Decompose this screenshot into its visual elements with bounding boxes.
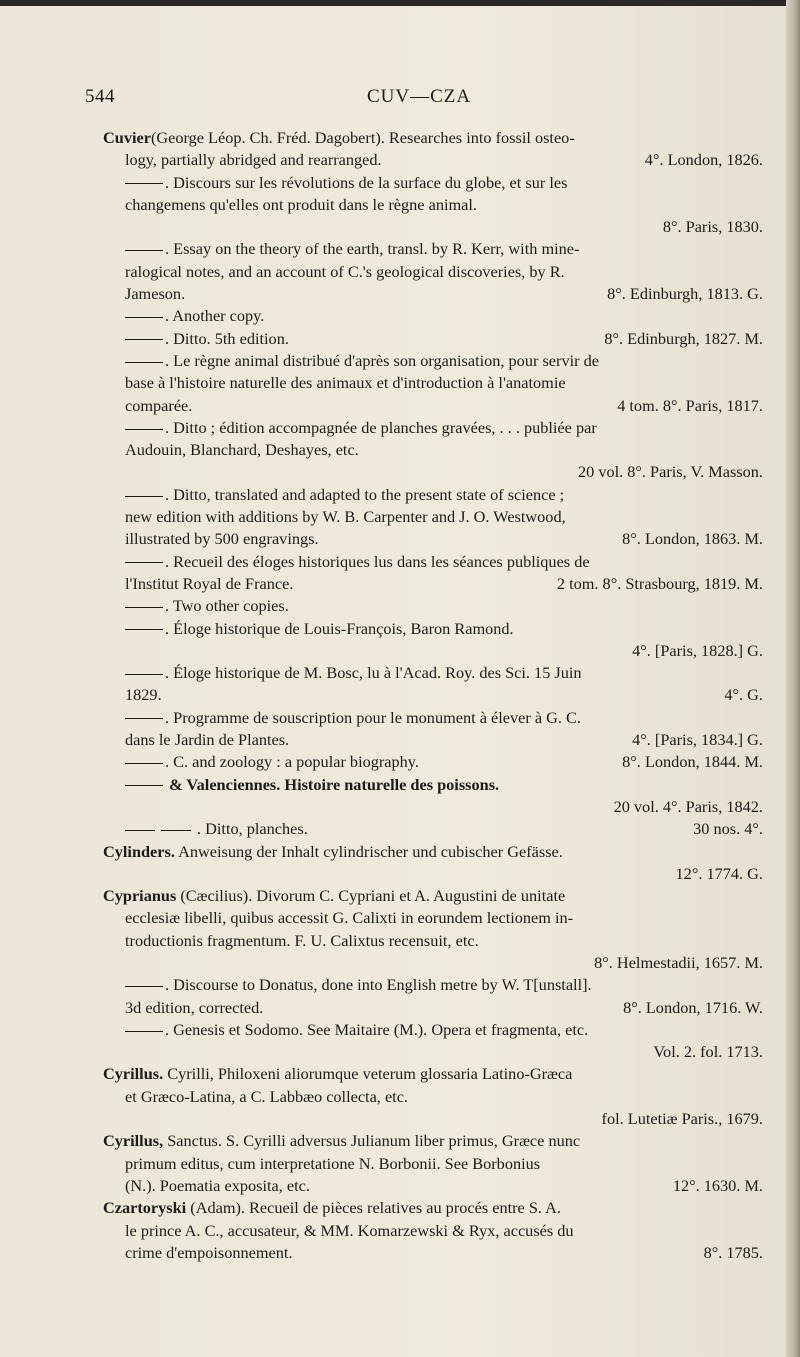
imprint: 4 tom. 8°. Paris, 1817. bbox=[617, 395, 763, 415]
catalogue-line bbox=[103, 194, 763, 216]
ditto-rule bbox=[125, 317, 163, 318]
catalogue-line bbox=[103, 618, 763, 640]
catalogue-line bbox=[103, 751, 763, 773]
entry-text: . Ditto ; édition accompagnée de planches gravées, . . . publiée par bbox=[165, 417, 597, 437]
entry-text: . C. and zoology : a popular biography. bbox=[165, 752, 419, 772]
entry-text: . Programme de souscription pour le monument à élever à G. C. bbox=[165, 707, 581, 727]
imprint: Vol. 2. fol. 1713. bbox=[653, 1042, 763, 1062]
entry-text: . Genesis et Sodomo. See Maitaire (M.). Opera et fragmenta, etc. bbox=[165, 1019, 589, 1039]
catalogue-line bbox=[103, 885, 763, 907]
imprint: 30 nos. 4°. bbox=[693, 819, 763, 839]
entry-text: & Valenciennes. Histoire naturelle des poissons. bbox=[165, 774, 500, 794]
entry-heading: Czartoryski bbox=[103, 1198, 187, 1218]
entry-text: logy, partially abridged and rearranged. bbox=[125, 150, 382, 170]
entry-text: changemens qu'elles ont produit dans le règne animal. bbox=[125, 194, 477, 214]
entry-text: dans le Jardin de Plantes. bbox=[125, 730, 290, 750]
entry-text: primum editus, cum interpretatione N. Borbonii. See Borbonius bbox=[125, 1153, 541, 1173]
catalogue-line bbox=[103, 707, 763, 729]
entry-text: le prince A. C., accusateur, & MM. Komarzewski & Ryx, accusés du bbox=[125, 1220, 574, 1240]
imprint: 4°. [Paris, 1834.] G. bbox=[632, 730, 763, 750]
entry-text: crime d'empoisonnement. bbox=[125, 1242, 293, 1262]
entry-text: et Græco-Latina, a C. Labbæo collecta, etc. bbox=[125, 1086, 408, 1106]
imprint: fol. Lutetiæ Paris., 1679. bbox=[601, 1109, 763, 1129]
catalogue-line bbox=[103, 863, 763, 885]
catalogue-line bbox=[103, 595, 763, 617]
catalogue-line bbox=[103, 395, 763, 417]
imprint: 8°. London, 1863. M. bbox=[622, 529, 763, 549]
entry-text: 1829. bbox=[125, 685, 162, 705]
entry-text: comparée. bbox=[125, 395, 193, 415]
entry-text: Audouin, Blanchard, Deshayes, etc. bbox=[125, 440, 359, 460]
catalogue-line bbox=[103, 216, 763, 238]
entry-text: . Ditto, planches. bbox=[197, 819, 308, 839]
catalogue-line bbox=[103, 1197, 763, 1219]
catalogue-line bbox=[103, 461, 763, 483]
entry-text: . Essay on the theory of the earth, transl. by R. Kerr, with mine- bbox=[165, 239, 580, 259]
entry-text: troductionis fragmentum. F. U. Calixtus recensuit, etc. bbox=[125, 930, 479, 950]
catalogue-line bbox=[103, 1220, 763, 1242]
entry-text: (George Léop. Ch. Fréd. Dagobert). Researches into fossil osteo- bbox=[150, 128, 575, 147]
entry-text: Jameson. bbox=[125, 284, 186, 304]
catalogue-line bbox=[103, 974, 763, 996]
ditto-rule bbox=[125, 607, 163, 608]
catalogue-line bbox=[103, 1063, 763, 1085]
catalogue-line bbox=[103, 172, 763, 194]
imprint: 20 vol. 4°. Paris, 1842. bbox=[613, 796, 763, 816]
catalogue-line bbox=[103, 149, 763, 171]
catalogue-line bbox=[103, 1242, 763, 1264]
entry-text: . Two other copies. bbox=[165, 596, 289, 616]
catalogue-line bbox=[103, 952, 763, 974]
page-number: 544 bbox=[85, 86, 115, 107]
catalogue-line bbox=[103, 818, 763, 840]
ditto-rule bbox=[161, 830, 191, 831]
imprint: 4°. [Paris, 1828.] G. bbox=[632, 640, 763, 660]
catalogue-line bbox=[103, 1130, 763, 1152]
catalogue-line bbox=[103, 350, 763, 372]
catalogue-line bbox=[103, 1086, 763, 1108]
entry-text: Anweisung der Inhalt cylindrischer und cubischer Gefässe. bbox=[174, 841, 563, 861]
imprint: 2 tom. 8°. Strasbourg, 1819. M. bbox=[556, 573, 763, 593]
catalogue-line bbox=[103, 729, 763, 751]
entry-text: . Éloge historique de M. Bosc, lu à l'Acad. Roy. des Sci. 15 Juin bbox=[165, 663, 582, 683]
page-edge bbox=[786, 0, 800, 1357]
entry-text: . Le règne animal distribué d'après son organisation, pour servir de bbox=[165, 350, 599, 370]
catalogue-line bbox=[103, 774, 763, 796]
catalogue-line bbox=[103, 573, 763, 595]
imprint: 8°. Helmestadii, 1657. M. bbox=[594, 952, 763, 972]
catalogue-line bbox=[103, 551, 763, 573]
imprint: 8°. London, 1844. M. bbox=[622, 752, 763, 772]
ditto-rule bbox=[125, 429, 163, 430]
ditto-rule bbox=[125, 496, 163, 497]
ditto-rule bbox=[125, 629, 163, 630]
ditto-rule bbox=[125, 986, 163, 987]
catalogue-line bbox=[103, 841, 763, 863]
imprint: 8°. Edinburgh, 1813. G. bbox=[607, 284, 763, 304]
ditto-rule bbox=[125, 674, 163, 675]
entry-text: ecclesiæ libelli, quibus accessit G. Calixti in eorundem lectionem in- bbox=[125, 908, 574, 928]
catalogue-line bbox=[103, 1108, 763, 1130]
imprint: 20 vol. 8°. Paris, V. Masson. bbox=[577, 462, 763, 482]
entry-heading: Cylinders. bbox=[103, 841, 175, 861]
imprint: 8°. Paris, 1830. bbox=[662, 217, 763, 237]
catalogue-line bbox=[103, 997, 763, 1019]
imprint: 12°. 1630. M. bbox=[672, 1175, 763, 1195]
catalogue-line bbox=[103, 796, 763, 818]
catalogue-line bbox=[103, 305, 763, 327]
ditto-rule bbox=[125, 339, 163, 340]
entry-heading: Cyrillus, bbox=[103, 1131, 164, 1151]
catalogue-line bbox=[103, 372, 763, 394]
catalogue-line bbox=[103, 484, 763, 506]
entry-heading: Cuvier bbox=[103, 128, 151, 147]
ditto-rule bbox=[125, 830, 155, 831]
entry-heading: Cyrillus. bbox=[103, 1064, 164, 1084]
catalogue-line bbox=[103, 439, 763, 461]
entry-text: . Éloge historique de Louis-François, Baron Ramond. bbox=[165, 618, 514, 638]
entry-text: (N.). Poematia exposita, etc. bbox=[125, 1175, 310, 1195]
entry-text: . Ditto. 5th edition. bbox=[165, 328, 289, 348]
catalogue-line bbox=[103, 528, 763, 550]
imprint: 4°. London, 1826. bbox=[644, 150, 763, 170]
imprint: 4°. G. bbox=[724, 685, 763, 705]
catalogue-line bbox=[103, 506, 763, 528]
ditto-rule bbox=[125, 785, 163, 786]
imprint: 12°. 1774. G. bbox=[675, 863, 763, 883]
entry-text: . Recueil des éloges historiques lus dans les séances publiques de bbox=[165, 551, 590, 571]
catalogue-line bbox=[103, 261, 763, 283]
catalogue-line bbox=[103, 328, 763, 350]
catalogue-line bbox=[103, 662, 763, 684]
running-head: CUV—CZA bbox=[367, 86, 472, 107]
page-header bbox=[0, 86, 780, 110]
catalogue-line bbox=[103, 1153, 763, 1175]
entry-text: (Cæcilius). Divorum C. Cypriani et A. Augustini de unitate bbox=[176, 886, 566, 906]
ditto-rule bbox=[125, 183, 163, 184]
entry-text: l'Institut Royal de France. bbox=[125, 573, 294, 593]
catalogue-line bbox=[103, 907, 763, 929]
catalogue-line bbox=[103, 127, 763, 149]
ditto-rule bbox=[125, 562, 163, 563]
catalogue-line bbox=[103, 1041, 763, 1063]
entry-text: . Another copy. bbox=[165, 306, 265, 326]
catalogue-line bbox=[103, 1175, 763, 1197]
catalogue-line bbox=[103, 283, 763, 305]
catalogue-line bbox=[103, 640, 763, 662]
catalogue-line bbox=[103, 417, 763, 439]
entry-text: (Adam). Recueil de pièces relatives au procés entre S. A. bbox=[186, 1198, 561, 1218]
imprint: 8°. London, 1716. W. bbox=[623, 997, 763, 1017]
entry-text: new edition with additions by W. B. Carpenter and J. O. Westwood, bbox=[125, 507, 566, 527]
imprint: 8°. 1785. bbox=[703, 1242, 763, 1262]
entry-text: Cyrilli, Philoxeni aliorumque veterum glossaria Latino-Græca bbox=[163, 1064, 573, 1084]
catalogue-line bbox=[103, 930, 763, 952]
ditto-rule bbox=[125, 362, 163, 363]
entry-text: . Ditto, translated and adapted to the present state of science ; bbox=[165, 484, 565, 504]
top-rule bbox=[0, 0, 800, 6]
entry-text: . Discours sur les révolutions de la surface du globe, et sur les bbox=[165, 172, 568, 192]
ditto-rule bbox=[125, 1031, 163, 1032]
entry-text: illustrated by 500 engravings. bbox=[125, 529, 319, 549]
catalogue-line bbox=[103, 238, 763, 260]
ditto-rule bbox=[125, 763, 163, 764]
imprint: 8°. Edinburgh, 1827. M. bbox=[604, 328, 763, 348]
ditto-rule bbox=[125, 250, 163, 251]
entry-heading: Cyprianus bbox=[103, 886, 177, 906]
entry-text: . Discourse to Donatus, done into English metre by W. T[unstall]. bbox=[165, 975, 592, 995]
entry-text: 3d edition, corrected. bbox=[125, 997, 264, 1017]
entry-text: Sanctus. S. Cyrilli adversus Julianum liber primus, Græce nunc bbox=[163, 1131, 581, 1151]
ditto-rule bbox=[125, 718, 163, 719]
catalogue-line bbox=[103, 684, 763, 706]
catalogue-line bbox=[103, 1019, 763, 1041]
entry-text: base à l'histoire naturelle des animaux et d'introduction à l'anatomie bbox=[125, 373, 566, 393]
catalogue-entries bbox=[103, 127, 763, 1264]
entry-text: ralogical notes, and an account of C.'s geological discoveries, by R. bbox=[125, 261, 565, 281]
